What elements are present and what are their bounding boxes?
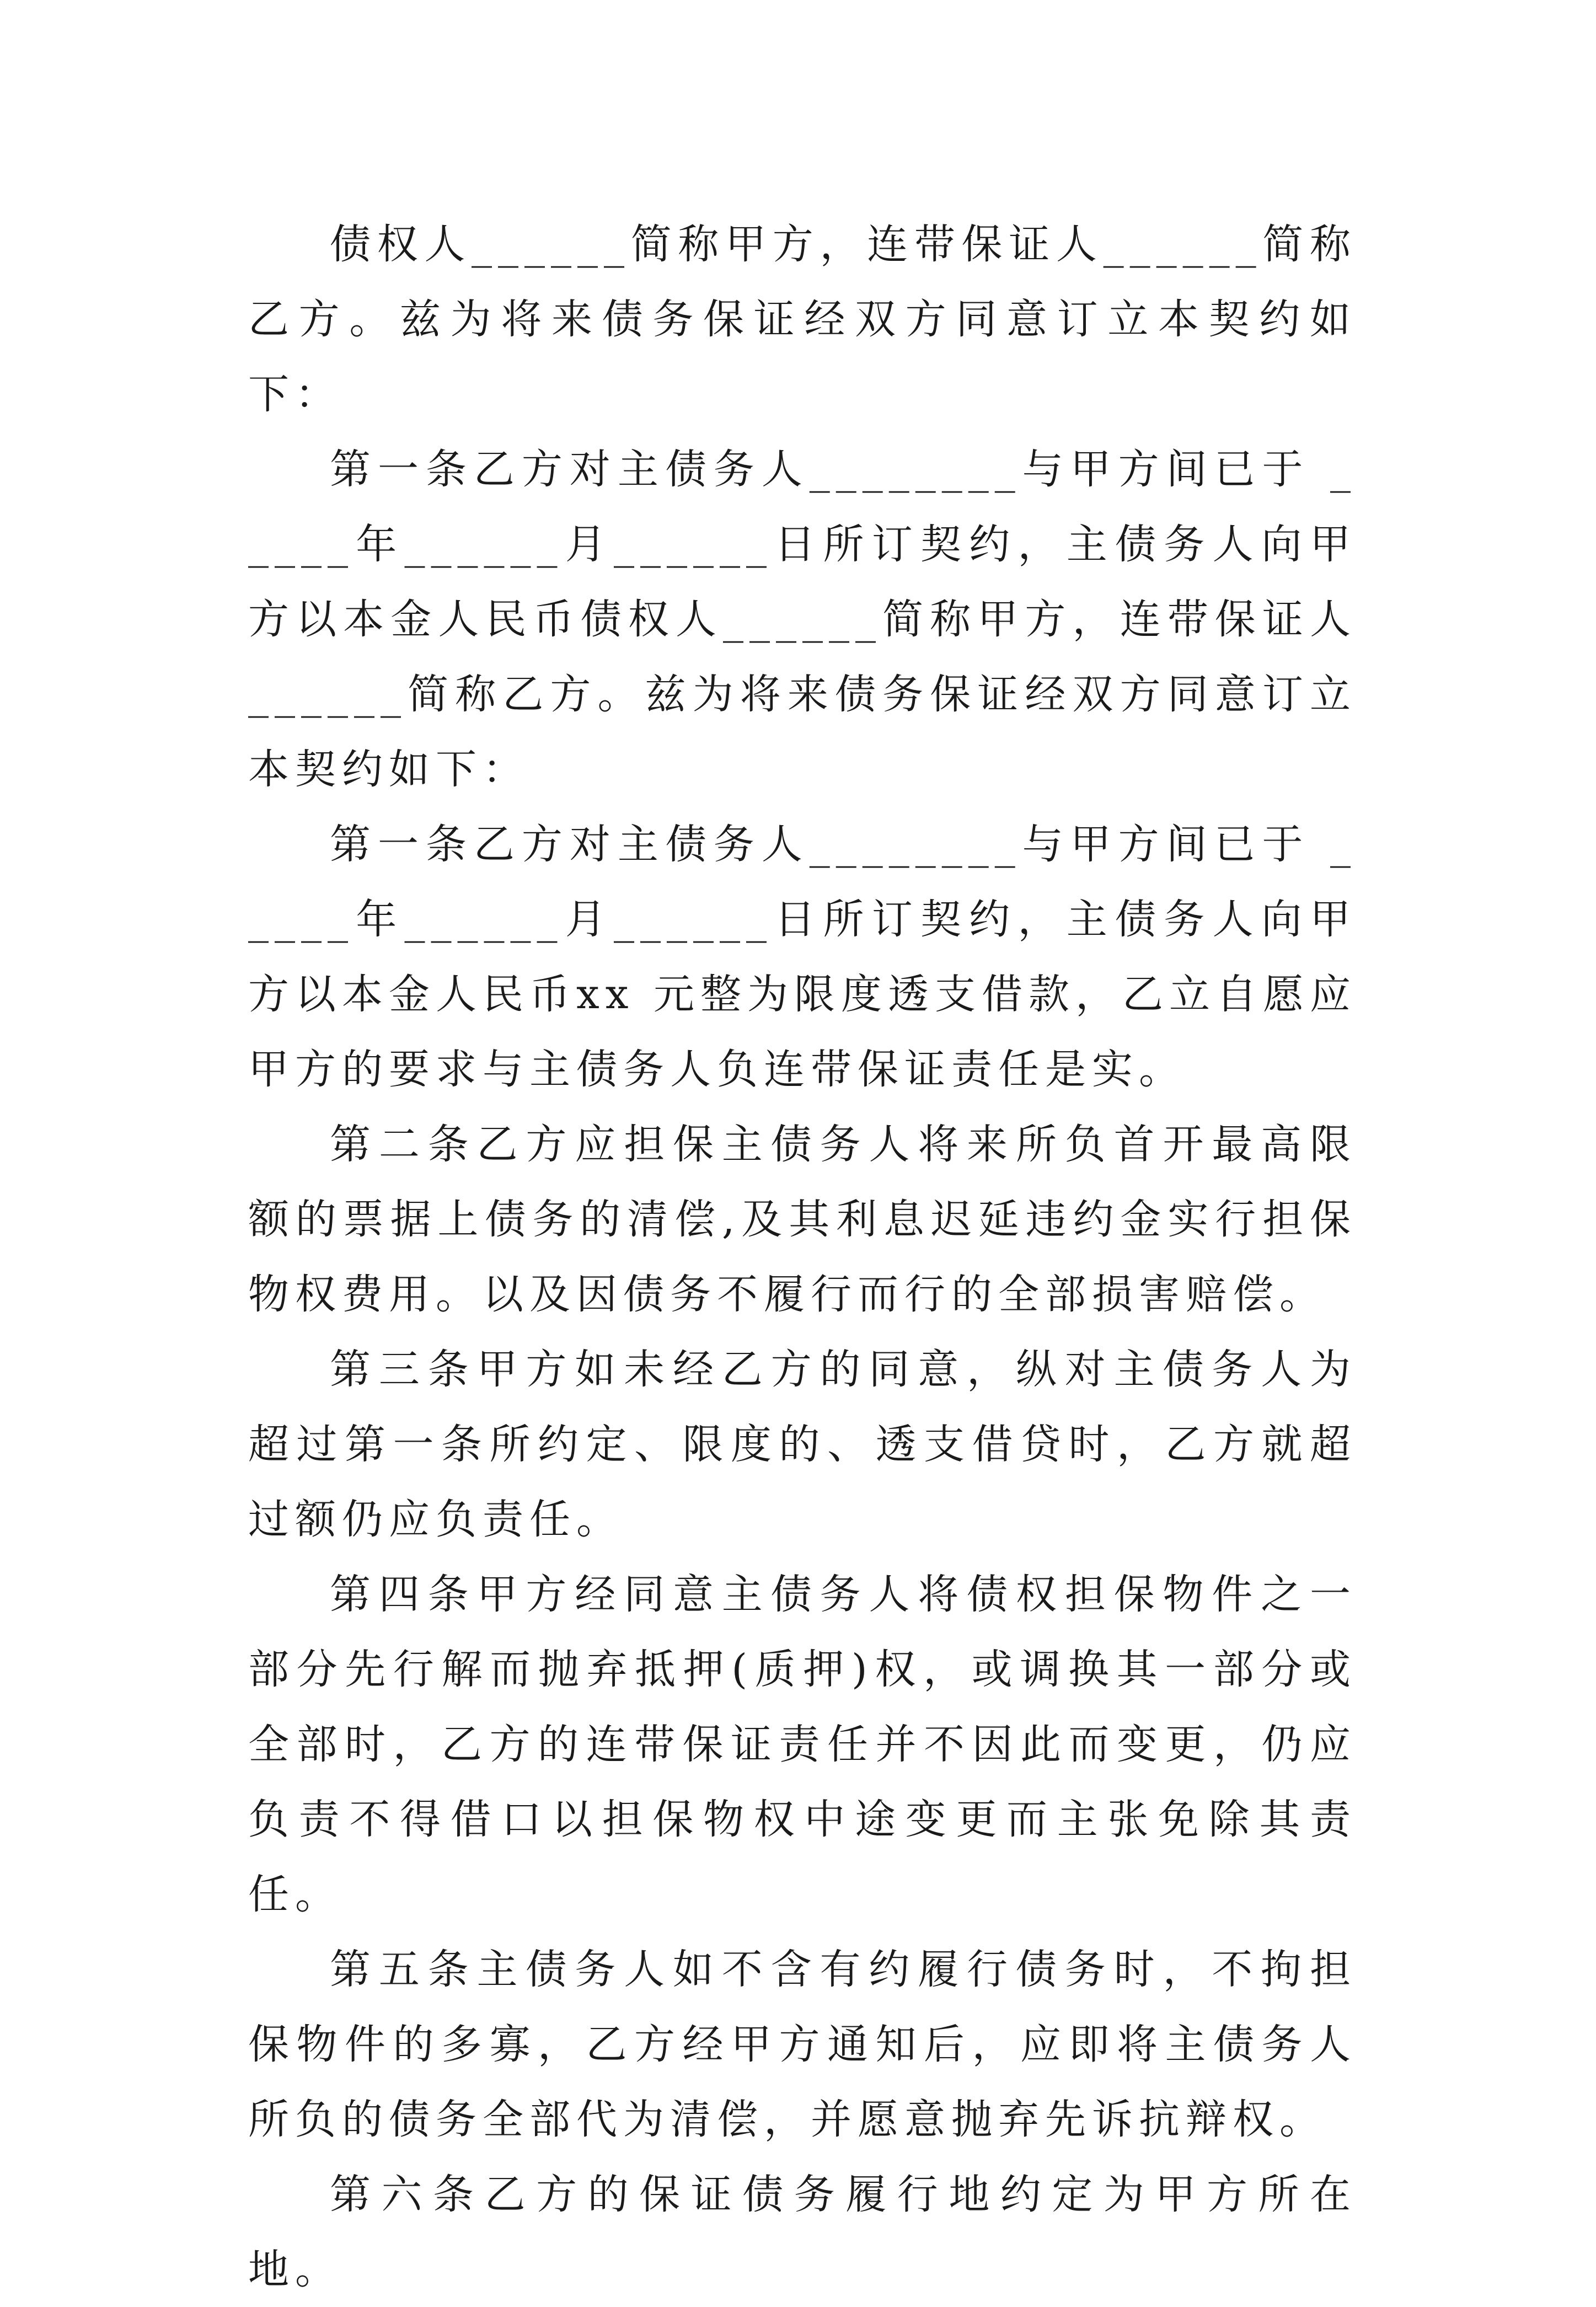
contract-body (248, 207, 1357, 2307)
paragraph-article-6: 第六条乙方的保证债务履行地约定为甲方所在地。 (248, 2171, 1357, 2293)
paragraph-article-3: 第三条甲方如未经乙方的同意，纵对主债务人为超过第一条所约定、限度的、透支借贷时，乙方就超过额仍应负责任。 (248, 1346, 1357, 1543)
paragraph-article-1: 第一条乙方对主债务人________与甲方间已于 _____年______月______日所订契约，主债务人向甲方以本金人民币xx 元整为限度透支借款，乙立自愿应甲方的要求与主债务人负连带保证责任是实。 (248, 821, 1357, 1093)
paragraph-article-5: 第五条主债务人如不含有约履行债务时，不拘担保物件的多寡，乙方经甲方通知后，应即将主债务人所负的债务全部代为清偿，并愿意抛弃先诉抗辩权。 (248, 1946, 1357, 2143)
paragraph-article-4: 第四条甲方经同意主债务人将债权担保物件之一部分先行解而抛弃抵押(质押)权，或调换其一部分或全部时，乙方的连带保证责任并不因此而变更，仍应负责不得借口以担保物权中途变更而主张免除其责任。 (248, 1571, 1357, 1918)
paragraph-preamble: 债权人______简称甲方，连带保证人______简称乙方。兹为将来债务保证经双方同意订立本契约如下： (248, 221, 1357, 418)
paragraph-article-1-duplicated: 第一条乙方对主债务人________与甲方间已于 _____年______月______日所订契约，主债务人向甲方以本金人民币债权人______简称甲方，连带保证人______简称乙方。兹为将来债务保证经双方同意订立本契约如下： (248, 446, 1357, 793)
paragraph-article-2: 第二条乙方应担保主债务人将来所负首开最高限额的票据上债务的清偿,及其利息迟延违约金实行担保物权费用。以及因债务不履行而行的全部损害赔偿。 (248, 1121, 1357, 1318)
